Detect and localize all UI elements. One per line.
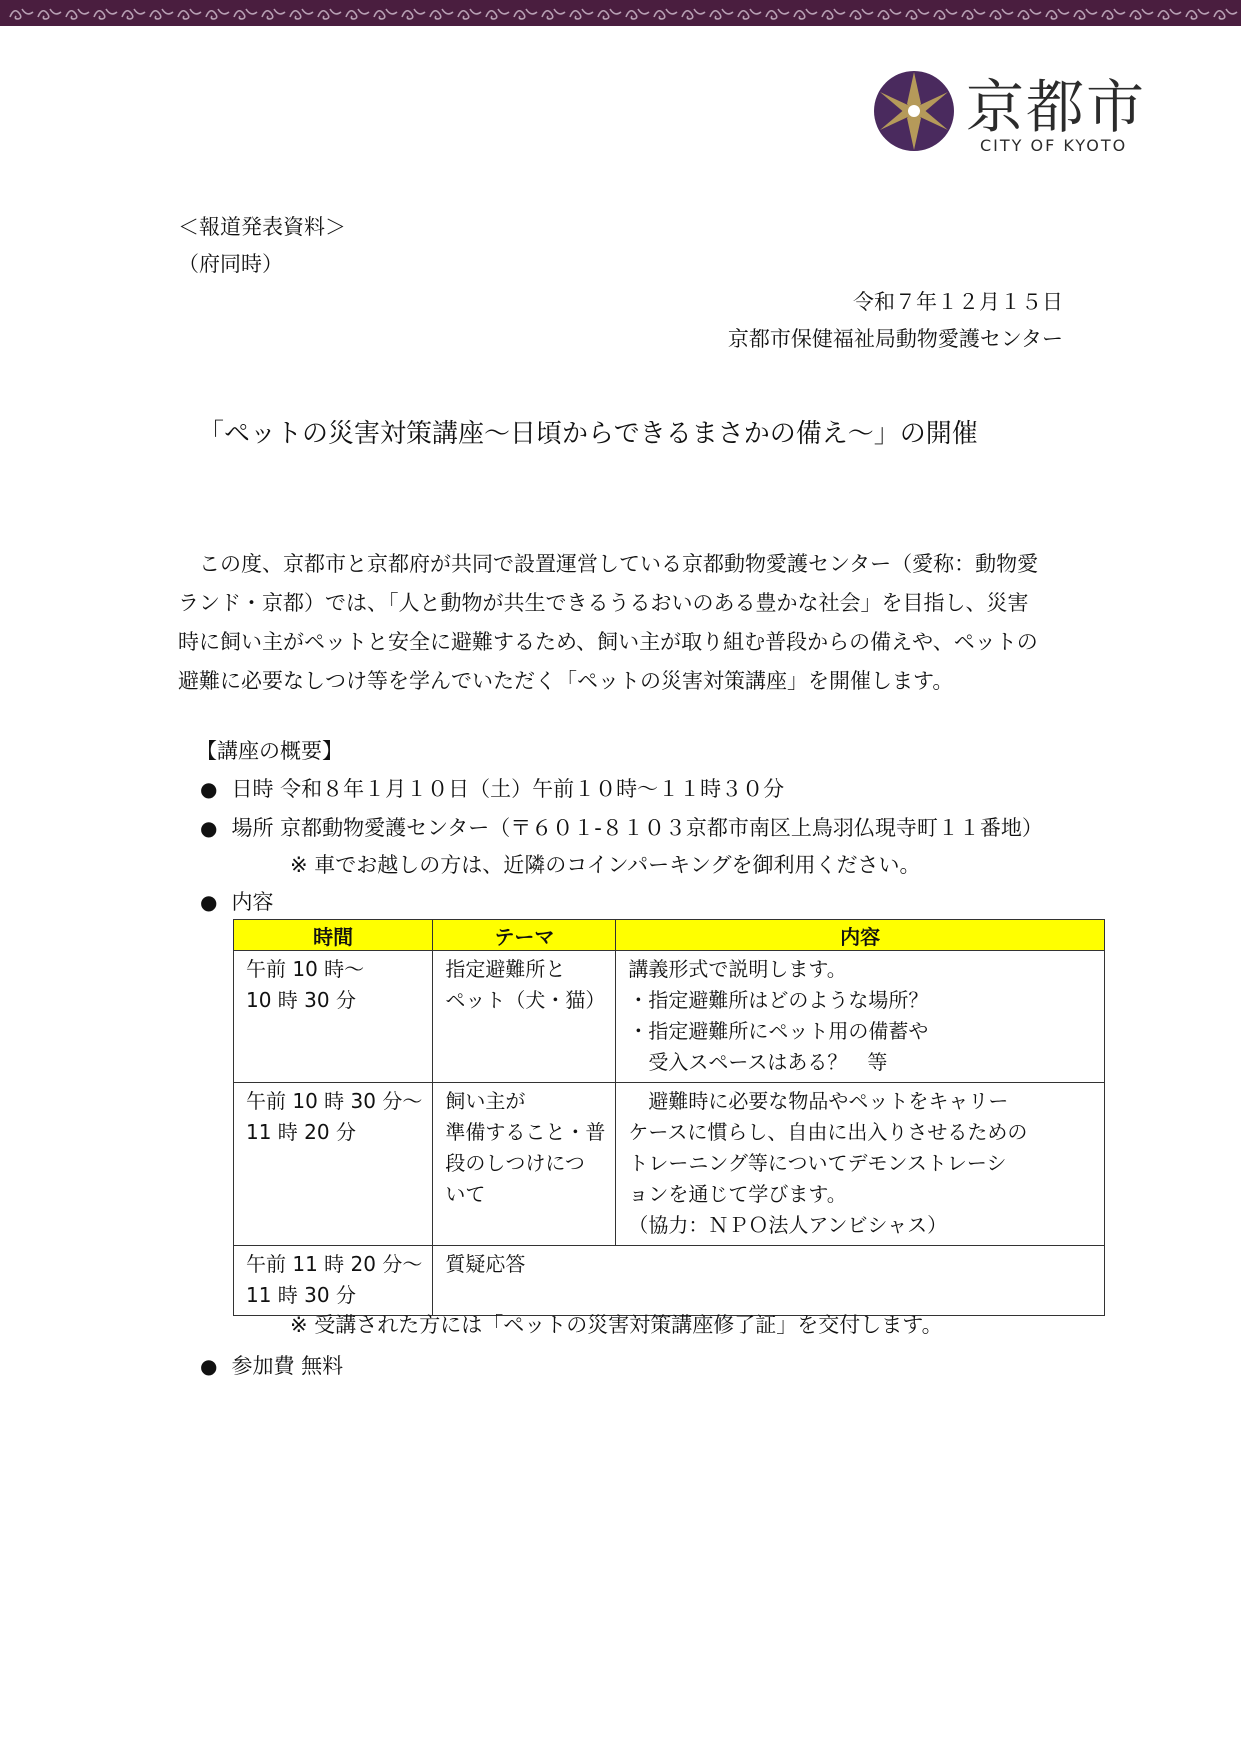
- ornament-swirl: [906, 9, 929, 19]
- ornament-swirl: [122, 9, 145, 19]
- city-logo: [872, 64, 1152, 164]
- ornament-swirl: [1214, 9, 1237, 19]
- content-item: ● 内容: [200, 886, 273, 916]
- ornament-swirl: [206, 9, 229, 19]
- overview-heading: 【講座の概要】: [196, 739, 343, 763]
- theme-cell: [433, 1083, 616, 1246]
- ornament-swirl: [1102, 9, 1125, 19]
- cell-line: 10 時 30 分: [246, 988, 356, 1012]
- table-row: [234, 1083, 1105, 1246]
- ornament-swirl: [850, 9, 873, 19]
- ornament-swirl: [430, 9, 453, 19]
- cell-line: 11 時 30 分: [246, 1283, 356, 1307]
- ornament-swirl: [654, 9, 677, 19]
- ornament-swirl: [514, 9, 537, 19]
- kyoto-emblem-icon: [872, 64, 956, 158]
- ornament-swirl: [1158, 9, 1181, 19]
- intro-line: ランド・京都）では、「人と動物が共生できるうるおいのある豊かな社会」を目指し、災害: [178, 591, 1029, 615]
- ornament-swirl: [1018, 9, 1041, 19]
- cell-line: （協力：ＮＰＯ法人アンビシャス）: [628, 1213, 948, 1237]
- ornament-swirl: [486, 9, 509, 19]
- issuer: 京都市保健福祉局動物愛護センター: [727, 327, 1063, 351]
- content-cell: [616, 951, 1105, 1083]
- table-header-content: 内容: [616, 920, 1105, 951]
- content-cell: [616, 1083, 1105, 1246]
- cell-line: ・指定避難所にペット用の備蓄や: [628, 1019, 929, 1043]
- intro-line: 避難に必要なしつけ等を学んでいただく「ペットの災害対策講座」を開催します。: [178, 669, 954, 693]
- theme-cell: [433, 1246, 1105, 1316]
- ornament-swirl: [570, 9, 593, 19]
- ornament-swirl: [1186, 9, 1209, 19]
- ornament-swirl: [10, 9, 33, 19]
- ornament-swirl: [178, 9, 201, 19]
- schedule-table: [233, 919, 1105, 1316]
- ornament-swirl: [766, 9, 789, 19]
- cell-line: 11 時 20 分: [246, 1120, 356, 1144]
- cell-line: ペット（犬・猫）: [445, 988, 606, 1012]
- cell-line: ケースに慣らし、自由に出入りさせるための: [628, 1120, 1028, 1144]
- ornament-swirl: [626, 9, 649, 19]
- cell-line: 指定避難所と: [445, 957, 566, 981]
- theme-cell: [433, 951, 616, 1083]
- logo-subtitle: CITY OF KYOTO: [980, 136, 1128, 155]
- ornament-swirl: [1046, 9, 1069, 19]
- fee-item: ● 参加費 無料: [200, 1350, 343, 1380]
- ornament-swirl: [150, 9, 173, 19]
- ornament-swirl: [542, 9, 565, 19]
- ornament-swirl: [738, 9, 761, 19]
- ornament-swirl: [878, 9, 901, 19]
- ornament-swirl: [598, 9, 621, 19]
- ornament-swirl: [990, 9, 1013, 19]
- ornament-swirl: [38, 9, 61, 19]
- ornament-swirl: [710, 9, 733, 19]
- document-type: ＜報道発表資料＞: [178, 215, 346, 239]
- cell-line: 午前 10 時 30 分～: [246, 1089, 423, 1113]
- ornament-swirl: [794, 9, 817, 19]
- cell-line: 午前 10 時～: [246, 957, 365, 981]
- ornament-swirl: [934, 9, 957, 19]
- cell-line: 講義形式で説明します。: [628, 957, 847, 981]
- ornament-swirl: [290, 9, 313, 19]
- cell-line: 受入スペースはある？ 等: [628, 1050, 888, 1074]
- ornament-swirl: [94, 9, 117, 19]
- cell-line: 質疑応答: [445, 1252, 526, 1276]
- table-row: [234, 951, 1105, 1083]
- table-header-theme: テーマ: [433, 920, 616, 951]
- cell-line: 避難時に必要な物品やペットをキャリー: [628, 1089, 1009, 1113]
- cell-line: ・指定避難所はどのような場所？: [628, 988, 929, 1012]
- time-cell: [234, 1083, 433, 1246]
- ornament-swirl: [822, 9, 845, 19]
- intro-line: この度、京都市と京都府が共同で設置運営している京都動物愛護センター（愛称：動物愛: [199, 552, 1039, 576]
- datetime-item: ● 日時 令和８年１月１０日（土）午前１０時～１１時３０分: [200, 773, 784, 803]
- ornament-swirl: [458, 9, 481, 19]
- ornament-swirl: [682, 9, 705, 19]
- issue-date: 令和７年１２月１５日: [853, 290, 1063, 314]
- ornament-swirl: [318, 9, 341, 19]
- logo-name: 京都市: [966, 73, 1147, 141]
- cell-line: いて: [445, 1182, 486, 1206]
- table-note: ※ 受講された方には「ペットの災害対策講座修了証」を交付します。: [290, 1313, 943, 1337]
- cell-line: トレーニング等についてデモンストレーシ: [628, 1151, 1007, 1175]
- ornament-swirl: [346, 9, 369, 19]
- ornament-swirl: [66, 9, 89, 19]
- ornament-swirl: [962, 9, 985, 19]
- time-cell: [234, 1246, 433, 1316]
- table-row: [234, 1246, 1105, 1316]
- intro-paragraph: [178, 545, 1063, 701]
- ornament-swirl: [374, 9, 397, 19]
- time-cell: [234, 951, 433, 1083]
- cell-line: 午前 11 時 20 分～: [246, 1252, 423, 1276]
- cell-line: ョンを通じて学びます。: [628, 1182, 847, 1206]
- emblem-center: [908, 105, 920, 117]
- cell-line: 飼い主が: [445, 1089, 526, 1113]
- simultaneous-note: （府同時）: [178, 252, 283, 276]
- ornament-swirl: [262, 9, 285, 19]
- place-item: ● 場所 京都動物愛護センター（〒６０１-８１０３京都市南区上鳥羽仏現寺町１１番地）: [200, 812, 1043, 842]
- intro-line: 時に飼い主がペットと安全に避難するため、飼い主が取り組む普段からの備えや、ペットの: [178, 630, 1038, 654]
- cell-line: 段のしつけにつ: [445, 1151, 585, 1175]
- place-note: ※ 車でお越しの方は、近隣のコインパーキングを御利用ください。: [290, 853, 921, 877]
- page-title: 「ペットの災害対策講座～日頃からできるまさかの備え～」の開催: [198, 419, 978, 449]
- cell-line: 準備すること・普: [445, 1120, 606, 1144]
- ornament-swirl: [1130, 9, 1153, 19]
- decorative-banner: [0, 0, 1241, 26]
- ornament-swirl: [1074, 9, 1097, 19]
- table-header-time: 時間: [234, 920, 433, 951]
- ornament-swirl: [402, 9, 425, 19]
- ornament-swirl: [234, 9, 257, 19]
